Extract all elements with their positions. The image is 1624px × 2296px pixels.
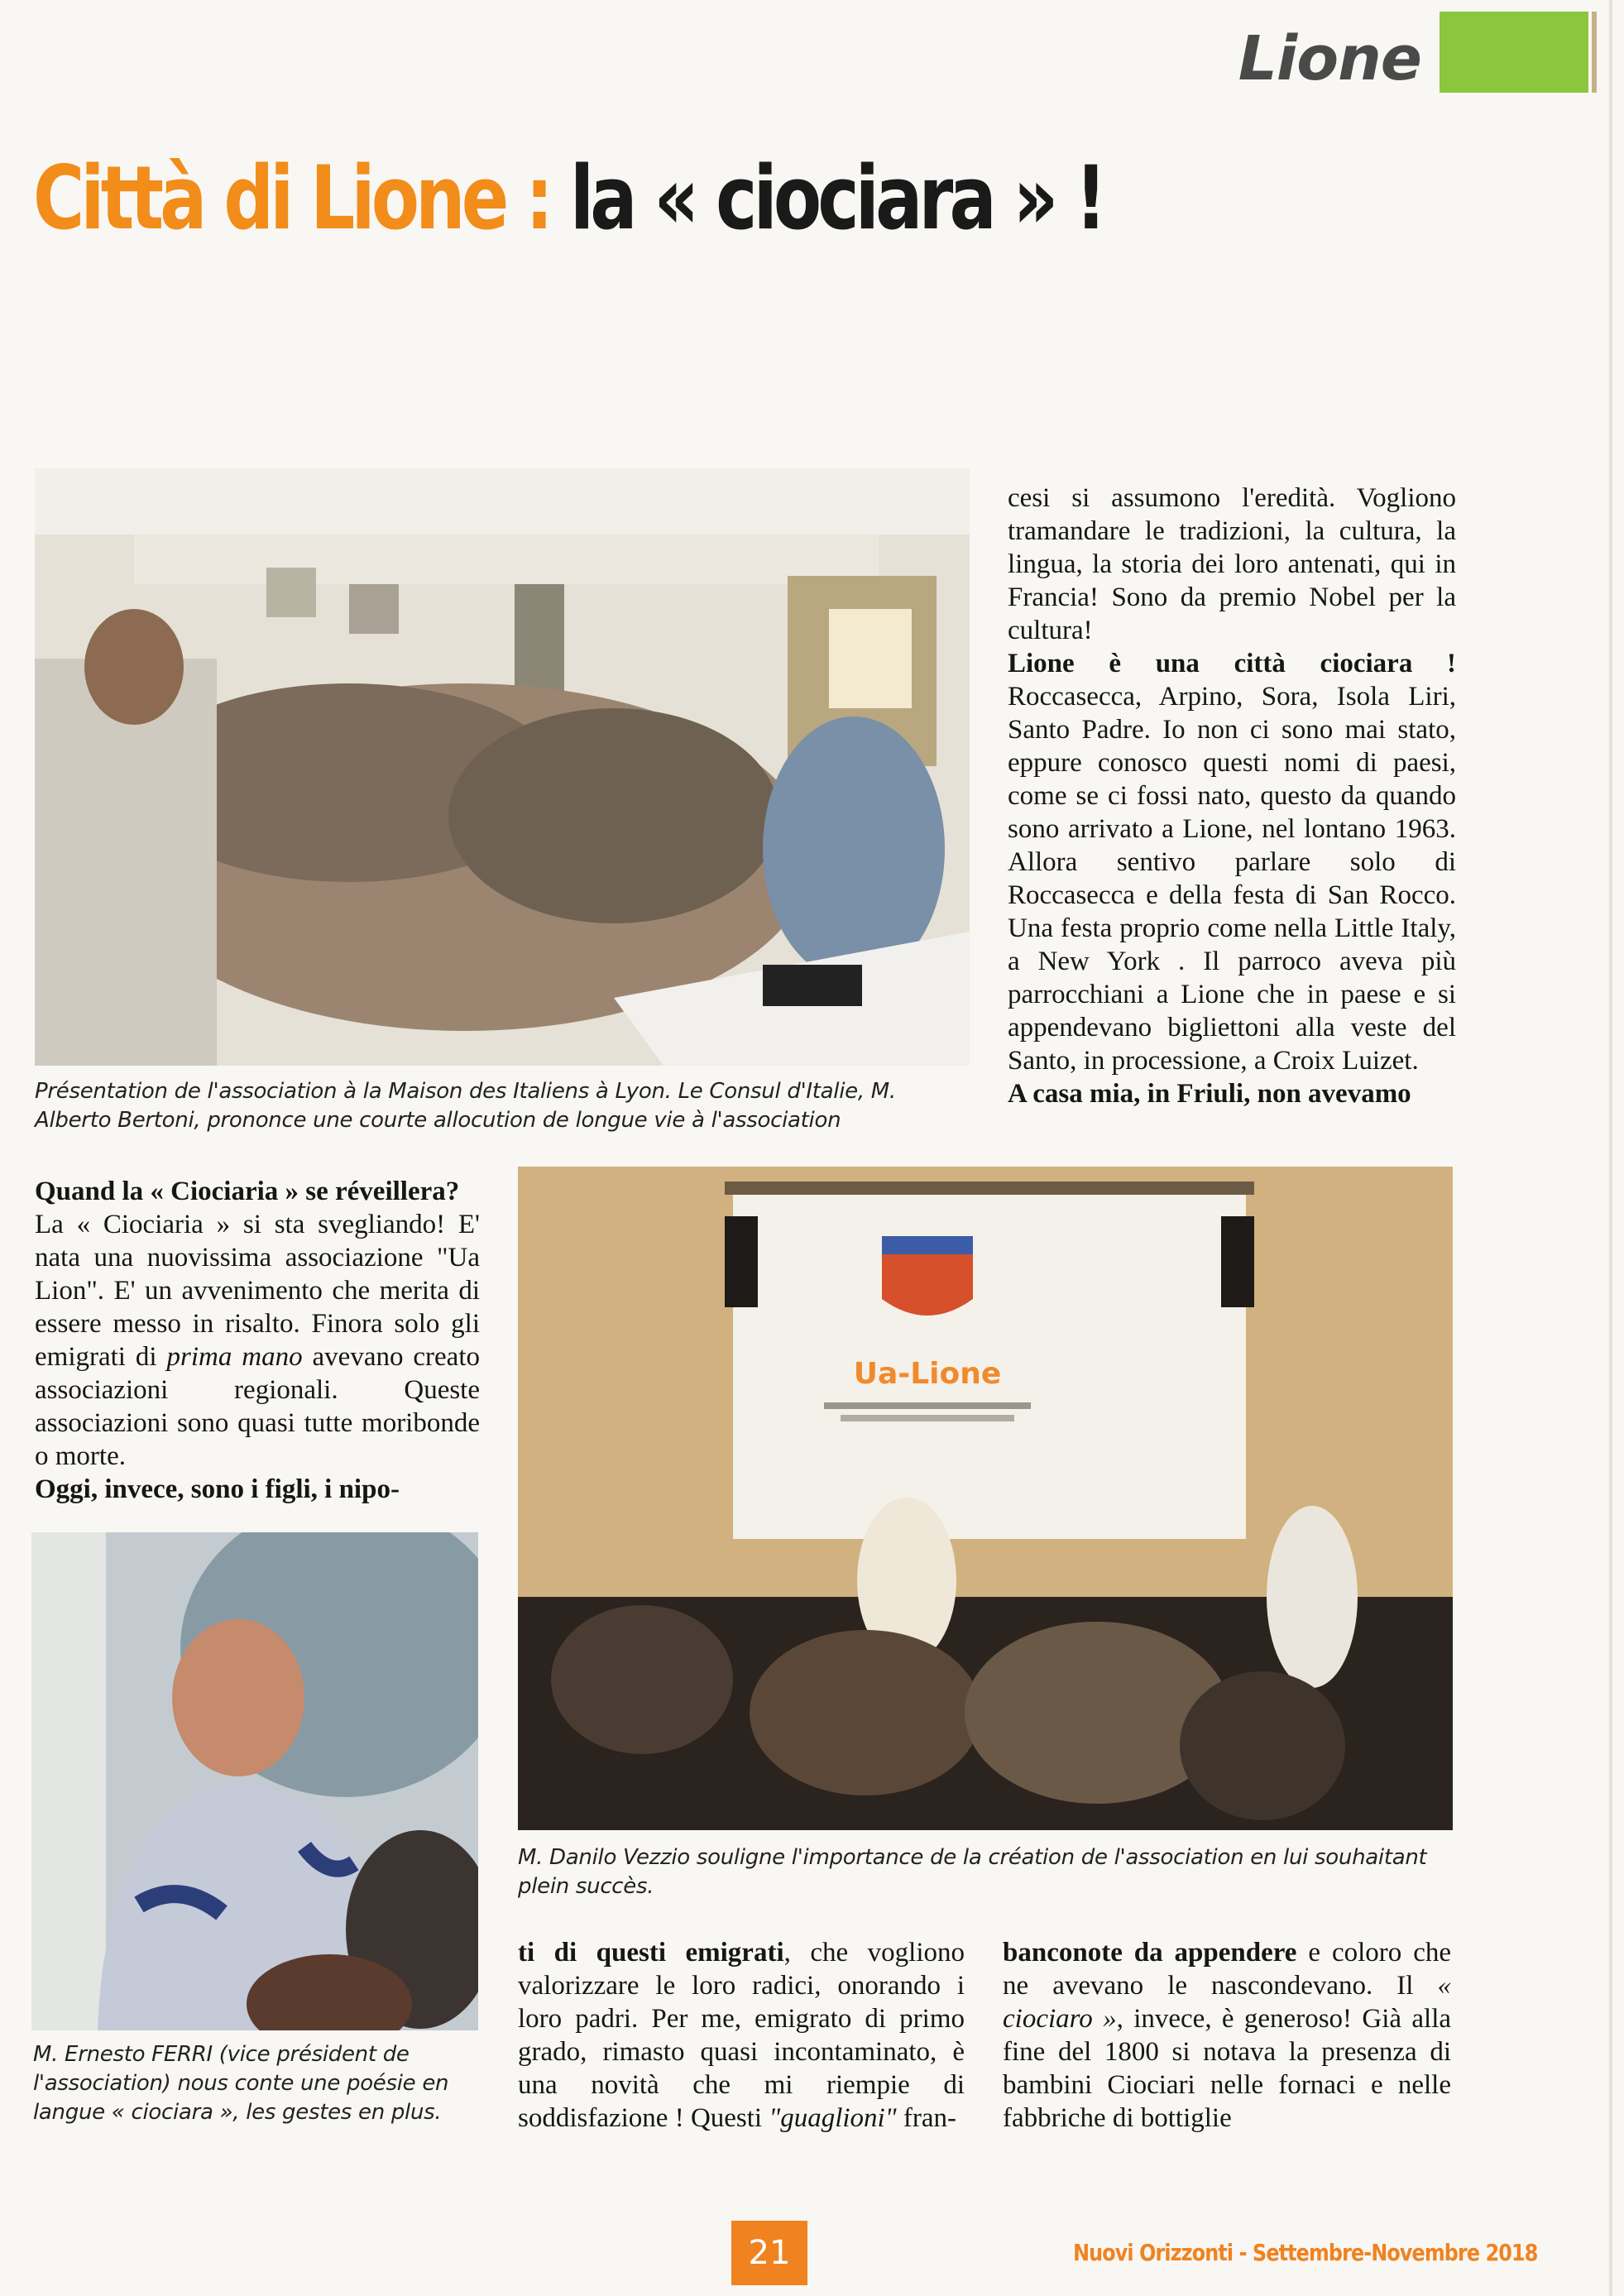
screen-logo-text: Ua-Lione — [853, 1357, 1002, 1391]
article-title — [33, 147, 1104, 249]
c1-bold-end: Oggi, invece, sono i figli, i nipo- — [35, 1474, 400, 1504]
c1-heading: Quand la « Ciociaria » se réveillera? — [35, 1177, 460, 1206]
c4-bold-start: banconote da appendere — [1003, 1938, 1297, 1968]
section-tab-edge — [1592, 12, 1597, 93]
presentation-photo-caption: M. Danilo Vezzio souligne l'importance de la création de l'association en lui souhaitant plein succès. — [518, 1845, 1427, 1899]
c4-text-a: e coloro che ne avevano le nascondevano. Il — [1003, 1938, 1451, 2001]
text-column-bottom-middle — [518, 1936, 965, 2135]
speaker-photo-caption: M. Ernesto FERRI (vice président de l'association) nous conte une poésie en langue « ciociara », les gestes en plus. — [33, 2042, 449, 2125]
c2-text-b: fran- — [896, 2103, 956, 2133]
c2-text-a: , che vogliono valorizzare le loro radici, onorando i loro padri. Per me, emigrato di primo grado, rimasto quasi incontaminato, è una novità che mi riempie di soddisfazione ! Questi — [518, 1938, 965, 2133]
text-column-left — [35, 1175, 480, 1506]
c3-text-a: cesi si assumono l'eredità. Vogliono tramandare le tradizioni, la cultura, la lingua, la storia dei loro antenati, qui in Francia! Sono da premio Nobel per la cultura! — [1008, 483, 1456, 645]
text-column-top-right — [1008, 482, 1456, 1110]
article-title-highlight: Città di Lione : — [33, 147, 550, 249]
c1-text-b: avevano creato associazioni regionali. Queste associazioni sono quasi tutte moribonde o morte. — [35, 1342, 480, 1471]
c1-text-a: La « Ciociaria » si sta svegliando! E' nata una nuovissima associazione "Ua Lion". E' un avvenimento che merita di essere messo in risalto. Finora solo gli emigrati di — [35, 1210, 480, 1372]
presentation-photo — [518, 1167, 1453, 1830]
c3-bold: Lione è una città ciociara ! — [1008, 649, 1456, 678]
page-edge — [1609, 0, 1612, 2296]
publication-footer: Nuovi Orizzonti - Settembre-Novembre 2018 — [1072, 2239, 1537, 2266]
c1-italic: prima mano — [166, 1342, 303, 1372]
c2-italic: "guaglioni" — [769, 2103, 897, 2133]
article-title-rest: la « ciociara » ! — [549, 147, 1104, 249]
c4-italic: « ciociaro » — [1003, 1971, 1451, 2034]
c3-text-b: Roccasecca, Arpino, Sora, Isola Liri, Santo Padre. Io non ci sono mai stato, eppure conosco questi nomi di paesi, come se ci fossi nato, questo da quando sono arrivato a Lione, nel lontano 1963. Allora sentivo parlare solo di Roccasecca e della festa di San Rocco. Una festa proprio come nella Little Italy, a New York . Il parroco aveva più parrocchiani a Lione che in paese e si appendevano bigliettoni alla veste del Santo, in processione, a Croix Luizet. — [1008, 682, 1456, 1076]
c4-text-b: , invece, è generoso! Già alla fine del 1800 si notava la presenza di bambini Ciociari nelle fornaci e nelle fabbriche di bottiglie — [1003, 2004, 1452, 2133]
section-label: Lione — [1238, 23, 1421, 94]
audience-photo — [35, 468, 970, 1066]
speaker-photo — [31, 1532, 478, 2030]
c3-bold-end: A casa mia, in Friuli, non avevamo — [1008, 1079, 1411, 1109]
c2-bold-start: ti di questi emigrati — [518, 1938, 784, 1968]
page-number: 21 — [731, 2221, 807, 2285]
section-color-tab — [1440, 12, 1588, 93]
audience-photo-caption: Présentation de l'association à la Maison des Italiens à Lyon. Le Consul d'Italie, M. Alberto Bertoni, prononce une courte allocution de longue vie à l'association — [35, 1079, 896, 1133]
text-column-bottom-right — [1003, 1936, 1451, 2135]
